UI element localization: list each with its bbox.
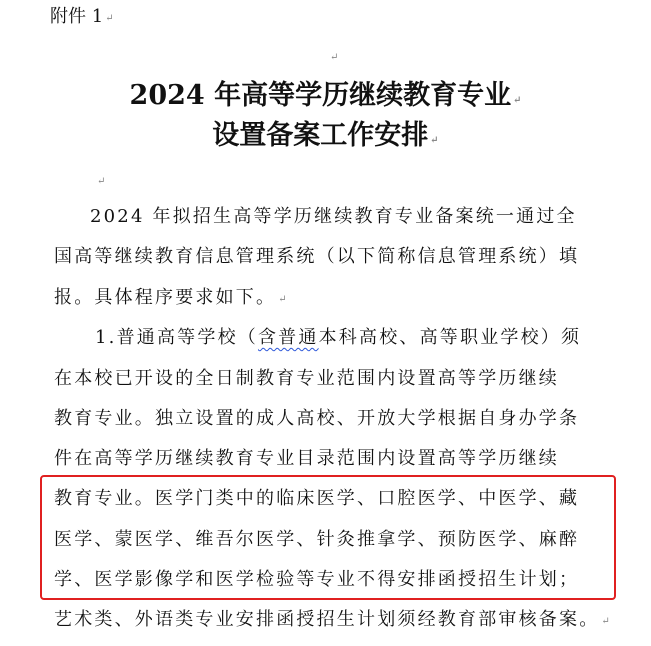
red-highlight-box [40,475,616,600]
text-line: 报。具体程序要求如下。 ↵ [54,287,287,308]
paragraph-mark: ↵ [513,95,522,106]
title-line-1: 2024 年高等学历继续教育专业 ↵ [129,80,522,111]
text-line: 学、医学影像学和医学检验等专业不得安排函授招生计划； [54,569,580,590]
empty-line-mark: ↵ [330,52,339,63]
text-line: 国高等继续教育信息管理系统（以下简称信息管理系统）填 [54,246,580,267]
text-line: 教育专业。医学门类中的临床医学、口腔医学、中医学、藏 [54,488,580,509]
text-line: 艺术类、外语类专业安排函授招生计划须经教育部审核备案。 ↵ [54,609,610,630]
paragraph-mark: ↵ [430,135,439,146]
text-line: 在本校已开设的全日制教育专业范围内设置高等学历继续 [54,368,559,389]
spellcheck-underlined-text: 含普通 [257,327,319,348]
text-line: 教育专业。独立设置的成人高校、开放大学根据自身办学条 [54,408,580,429]
text-line: 件在高等学历继续教育专业目录范围内设置高等学历继续 [54,448,559,469]
attachment-label: 附件 1 ↵ [50,6,114,27]
paragraph-mark: ↵ [105,13,114,24]
empty-line-mark: ↵ [97,176,106,187]
text-line: 1.普通高等学校（含普通本科高校、高等职业学校）须 [95,327,582,348]
text-line: 2024 年拟招生高等学历继续教育专业备案统一通过全 [90,206,577,227]
paragraph-mark: ↵ [601,616,610,627]
text-line: 医学、蒙医学、维吾尔医学、针灸推拿学、预防医学、麻醉 [54,529,580,550]
paragraph-mark: ↵ [278,294,287,305]
title-line-2: 设置备案工作安排 ↵ [212,120,439,151]
